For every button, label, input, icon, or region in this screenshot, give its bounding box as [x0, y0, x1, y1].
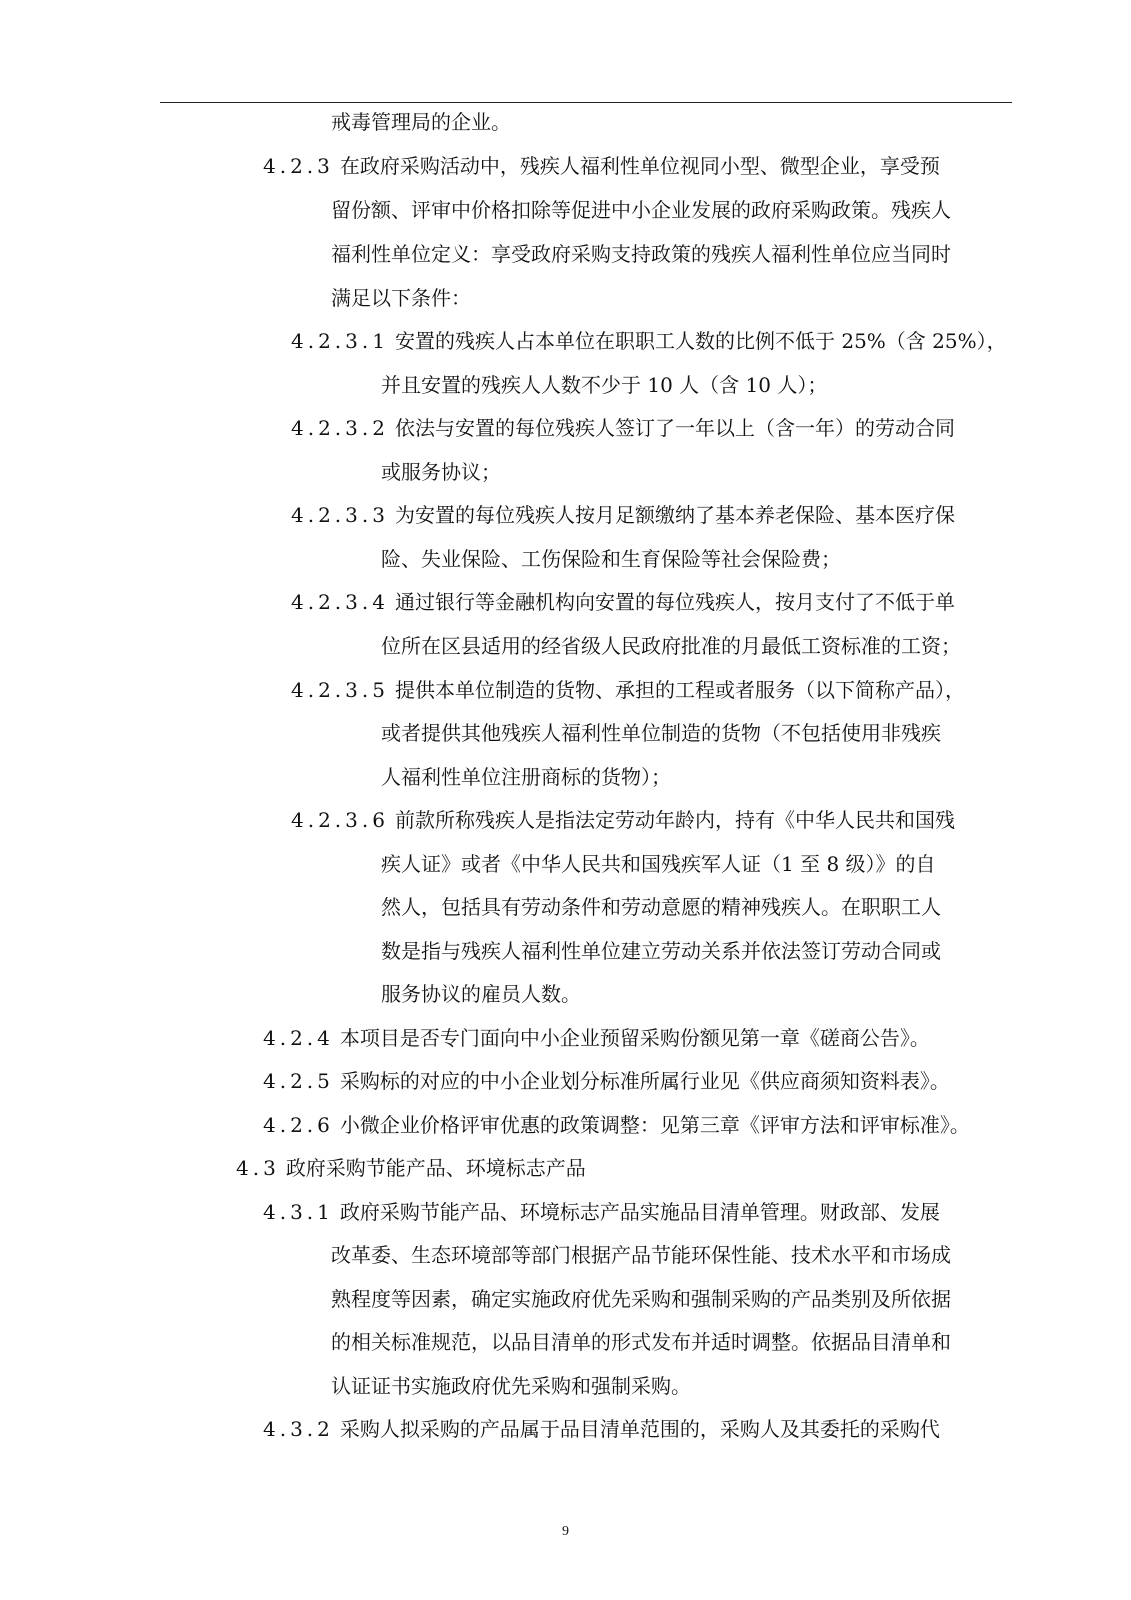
- clause-4-2-5: [263, 1067, 950, 1095]
- clause-number: 4.2.3.5: [291, 678, 389, 702]
- clause-4-2-3-6: [291, 806, 955, 834]
- clause-number: 4.2.3.6: [291, 808, 389, 832]
- paragraph-line: 或者提供其他残疾人福利性单位制造的货物（不包括使用非残疾: [381, 721, 941, 745]
- clause-number: 4.2.4: [263, 1026, 334, 1050]
- clause-number: 4.2.3.4: [291, 590, 389, 614]
- paragraph-line: 的相关标准规范，以品目清单的形式发布并适时调整。依据品目清单和: [331, 1330, 951, 1354]
- page-number: 9: [562, 1524, 569, 1539]
- clause-number: 4.3.2: [263, 1417, 334, 1441]
- paragraph-line: 熟程度等因素，确定实施政府优先采购和强制采购的产品类别及所依据: [331, 1287, 951, 1311]
- paragraph-line: 改革委、生态环境部等部门根据产品节能环保性能、技术水平和市场成: [331, 1243, 951, 1267]
- paragraph-line: 认证证书实施政府优先采购和强制采购。: [331, 1374, 691, 1398]
- paragraph-line: 小微企业价格评审优惠的政策调整：见第三章《评审方法和评审标准》。: [339, 1113, 970, 1137]
- clause-number: 4.2.6: [263, 1113, 334, 1137]
- clause-4-3-2: [263, 1415, 940, 1443]
- clause-4-2-4: [263, 1024, 930, 1052]
- clause-number: 4.2.3.1: [291, 329, 389, 353]
- paragraph-line: 提供本单位制造的货物、承担的工程或者服务（以下简称产品），: [394, 678, 965, 702]
- clause-4-2-3-1: [291, 327, 1007, 355]
- paragraph-line: 位所在区县适用的经省级人民政府批准的月最低工资标准的工资；: [381, 634, 961, 658]
- clause-4-2-3-5: [291, 676, 965, 704]
- paragraph-line: 为安置的每位残疾人按月足额缴纳了基本养老保险、基本医疗保: [394, 503, 955, 527]
- clause-4-2-3: [263, 152, 940, 180]
- clause-4-2-3-2: [291, 414, 955, 442]
- paragraph-line: 留份额、评审中价格扣除等促进中小企业发展的政府采购政策。残疾人: [331, 198, 951, 222]
- paragraph-line: 满足以下条件：: [331, 286, 471, 310]
- clause-4-3-1: [263, 1198, 940, 1226]
- paragraph-line: 险、失业保险、工伤保险和生育保险等社会保险费；: [381, 547, 841, 571]
- section-title: 政府采购节能产品、环境标志产品: [285, 1156, 586, 1180]
- clause-number: 4.2.3.2: [291, 416, 389, 440]
- paragraph-line: 采购人拟采购的产品属于品目清单范围的，采购人及其委托的采购代: [339, 1417, 940, 1441]
- clause-4-2-3-3: [291, 501, 955, 529]
- paragraph-line: 服务协议的雇员人数。: [381, 982, 581, 1006]
- paragraph-line: 依法与安置的每位残疾人签订了一年以上（含一年）的劳动合同: [394, 416, 955, 440]
- paragraph-line: 并且安置的残疾人人数不少于 10 人（含 10 人）；: [381, 373, 828, 397]
- paragraph-line: 或服务协议；: [381, 460, 501, 484]
- section-number: 4.3: [236, 1156, 280, 1180]
- paragraph-line: 人福利性单位注册商标的货物）；: [381, 765, 671, 789]
- paragraph-line: 戒毒管理局的企业。: [331, 110, 511, 134]
- clause-number: 4.2.3: [263, 154, 334, 178]
- paragraph-line: 在政府采购活动中，残疾人福利性单位视同小型、微型企业，享受预: [339, 154, 940, 178]
- clause-number: 4.3.1: [263, 1200, 334, 1224]
- paragraph-line: 本项目是否专门面向中小企业预留采购份额见第一章《磋商公告》。: [339, 1026, 930, 1050]
- section-heading-4-3: [236, 1154, 586, 1182]
- paragraph-line: 疾人证》或者《中华人民共和国残疾军人证（1 至 8 级）》的自: [381, 852, 936, 876]
- clause-number: 4.2.5: [263, 1069, 334, 1093]
- paragraph-line: 福利性单位定义：享受政府采购支持政策的残疾人福利性单位应当同时: [331, 242, 951, 266]
- paragraph-line: 然人，包括具有劳动条件和劳动意愿的精神残疾人。在职职工人: [381, 895, 941, 919]
- paragraph-line: 前款所称残疾人是指法定劳动年龄内，持有《中华人民共和国残: [394, 808, 955, 832]
- paragraph-line: 安置的残疾人占本单位在职职工人数的比例不低于 25%（含 25%），: [394, 329, 1007, 353]
- clause-4-2-3-4: [291, 588, 955, 616]
- paragraph-line: 政府采购节能产品、环境标志产品实施品目清单管理。财政部、发展: [339, 1200, 940, 1224]
- header-rule: [160, 102, 1012, 103]
- clause-4-2-6: [263, 1111, 970, 1139]
- paragraph-line: 采购标的对应的中小企业划分标准所属行业见《供应商须知资料表》。: [339, 1069, 950, 1093]
- paragraph-line: 通过银行等金融机构向安置的每位残疾人，按月支付了不低于单: [394, 590, 955, 614]
- paragraph-line: 数是指与残疾人福利性单位建立劳动关系并依法签订劳动合同或: [381, 939, 941, 963]
- clause-number: 4.2.3.3: [291, 503, 389, 527]
